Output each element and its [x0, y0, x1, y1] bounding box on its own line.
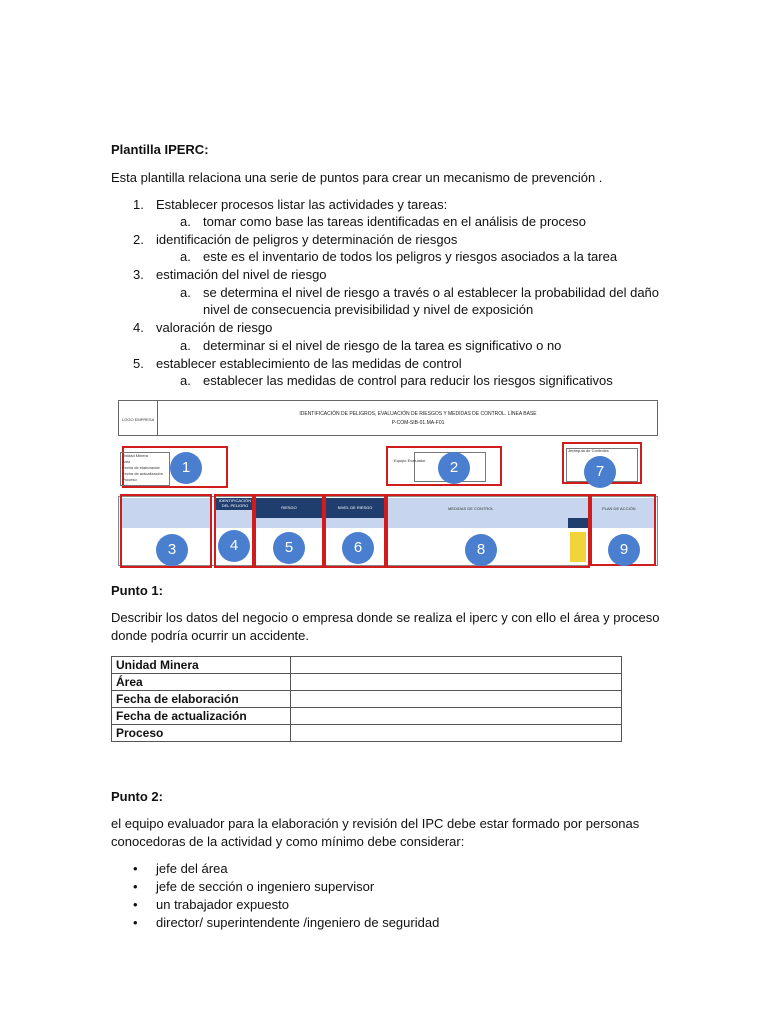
- substep-text: tomar como base las tareas identificadas en el análisis de proceso: [203, 214, 586, 229]
- box1-row: Fecha de elaboración: [122, 465, 161, 470]
- table-value-cell[interactable]: [291, 674, 622, 691]
- bullet-icon: •: [133, 861, 138, 876]
- risk-level-header-title: NIVEL DE RIESGO: [326, 498, 384, 518]
- step-number: 3.: [133, 267, 144, 282]
- table-row: [112, 657, 622, 674]
- table-label: Proceso: [112, 725, 291, 742]
- substep-letter: a.: [180, 214, 191, 229]
- table-label: Fecha de actualización: [112, 708, 291, 725]
- marker-2: 2: [438, 452, 470, 484]
- step-text: establecer establecimiento de las medidas de control: [156, 356, 462, 371]
- table-label: Fecha de elaboración: [112, 691, 291, 708]
- marker-1: 1: [170, 452, 202, 484]
- substep-letter: a.: [180, 285, 191, 300]
- punto2-text-line1: el equipo evaluador para la elaboración y revisión del IPC debe estar formado por personas: [111, 816, 640, 831]
- substep-letter: a.: [180, 249, 191, 264]
- marker-8: 8: [465, 534, 497, 566]
- step-number: 1.: [133, 197, 144, 212]
- marker-4: 4: [218, 530, 250, 562]
- marker-3: 3: [156, 534, 188, 566]
- intro-text: Esta plantilla relaciona una serie de puntos para crear un mecanismo de prevención .: [111, 170, 603, 185]
- substep-text: se determina el nivel de riesgo a través o al establecer la probabilidad del daño: [203, 285, 660, 300]
- substep-text: establecer las medidas de control para reducir los riesgos significativos: [203, 373, 613, 388]
- risk-header-title: RIESGO: [256, 498, 322, 518]
- table-value-cell[interactable]: [291, 691, 622, 708]
- iperc-template-diagram: [118, 400, 658, 570]
- box2-label: Equipo Evaluador: [394, 458, 426, 463]
- table-row: [112, 725, 622, 742]
- bullet-icon: •: [133, 897, 138, 912]
- step-text: estimación del nivel de riesgo: [156, 267, 327, 282]
- table-value-cell[interactable]: [291, 725, 622, 742]
- punto1-text-line1: Describir los datos del negocio o empresa donde se realiza el iperc y con ello el área y proceso: [111, 610, 660, 625]
- table-value-cell[interactable]: [291, 657, 622, 674]
- punto2-text-line2: conocedoras de la actividad y como mínimo debe considerar:: [111, 834, 465, 849]
- box7-label: Jerarquía de Controles: [568, 448, 609, 453]
- list-item: jefe del área: [156, 861, 228, 876]
- header-title: IDENTIFICACIÓN DE PELIGROS, EVALUACIÓN DE RIESGOS Y MEDIDAS DE CONTROL. LÍNEA BASE: [299, 411, 537, 417]
- box1-row: Fecha de actualización: [122, 471, 163, 476]
- step-number: 5.: [133, 356, 144, 371]
- box1-row: Área: [122, 459, 131, 464]
- box1-row: Proceso: [122, 477, 137, 482]
- punto2-heading: Punto 2:: [111, 789, 163, 804]
- bullet-icon: •: [133, 879, 138, 894]
- bullet-icon: •: [133, 915, 138, 930]
- table-value-cell[interactable]: [291, 708, 622, 725]
- marker-6: 6: [342, 532, 374, 564]
- logo-label: LOGO EMPRESA: [122, 417, 155, 422]
- table-row: [112, 691, 622, 708]
- hazard-header-title: IDENTIFICACIÓN DEL PELIGRO: [216, 498, 254, 510]
- substep-letter: a.: [180, 338, 191, 353]
- marker-9: 9: [608, 534, 640, 566]
- table-row: [112, 708, 622, 725]
- template-header: [118, 400, 658, 436]
- step-number: 2.: [133, 232, 144, 247]
- controls-header-title: MEDIDAS DE CONTROL: [448, 506, 494, 511]
- action-plan-header-title: PLAN DE ACCIÓN: [602, 506, 636, 511]
- table-row: [112, 674, 622, 691]
- punto1-heading: Punto 1:: [111, 583, 163, 598]
- header-code: P-COM-SIB-01.MA-F01: [391, 420, 445, 426]
- list-item: jefe de sección o ingeniero supervisor: [156, 879, 375, 894]
- substep-text-continued: nivel de consecuencia previsibilidad y nivel de exposición: [203, 302, 534, 317]
- box1-row: Unidad Minera: [122, 453, 149, 458]
- substep-text: determinar si el nivel de riesgo de la tarea es significativo o no: [203, 338, 562, 353]
- punto1-text-line2: donde podría ocurrir un accidente.: [111, 628, 310, 643]
- table-label: Unidad Minera: [112, 657, 291, 674]
- table-label: Área: [112, 674, 291, 691]
- list-item: director/ superintendente /ingeniero de seguridad: [156, 915, 440, 930]
- page-title: Plantilla IPERC:: [111, 142, 209, 157]
- list-item: un trabajador expuesto: [156, 897, 289, 912]
- step-text: Establecer procesos listar las actividades y tareas:: [156, 197, 448, 212]
- step-number: 4.: [133, 320, 144, 335]
- step-text: identificación de peligros y determinación de riesgos: [156, 232, 458, 247]
- punto1-data-table: [111, 656, 622, 742]
- step-text: valoración de riesgo: [156, 320, 273, 335]
- substep-letter: a.: [180, 373, 191, 388]
- marker-5: 5: [273, 532, 305, 564]
- substep-text: este es el inventario de todos los peligros y riesgos asociados a la tarea: [203, 249, 618, 264]
- marker-7: 7: [584, 456, 616, 488]
